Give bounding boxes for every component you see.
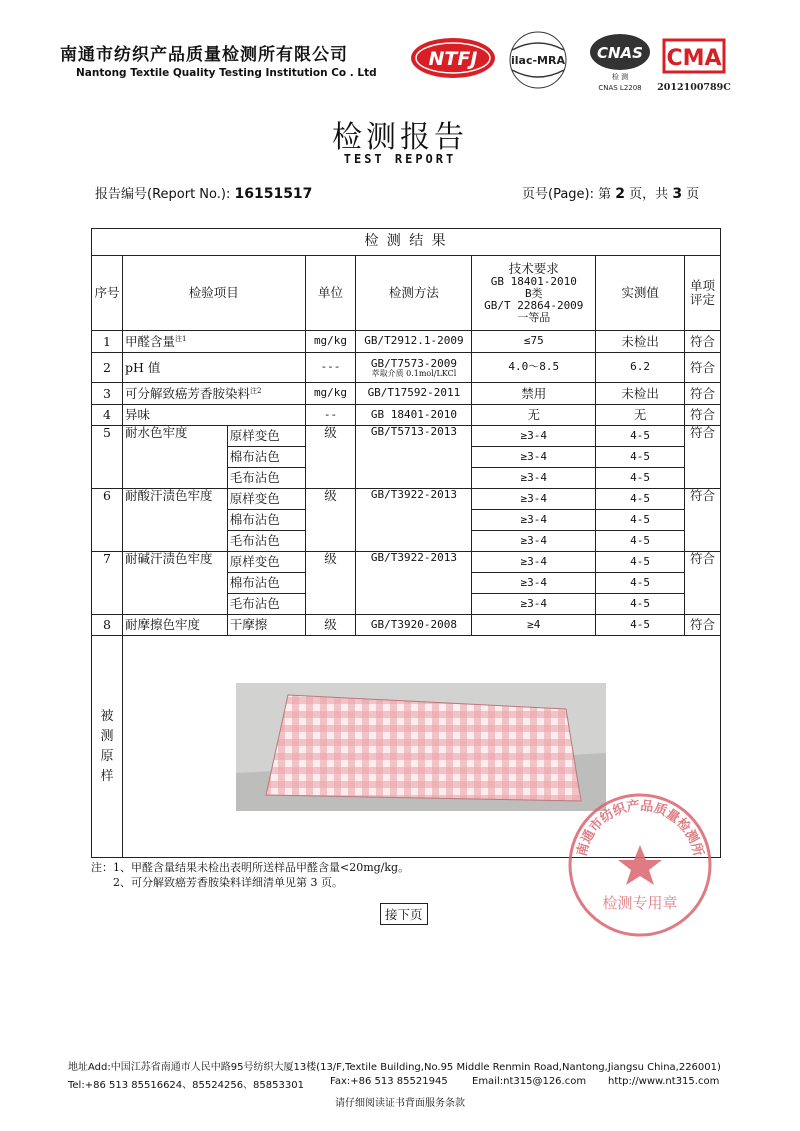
cell-item: pH 值 [122,353,305,383]
sample-label-char: 原 [100,748,114,764]
table-row [92,383,721,405]
cell-requirement: ≥3-4 [472,531,596,552]
cell-measured: 4-5 [596,594,685,615]
cnas-code-text: CNAS L2208 [598,84,642,92]
method-note: 萃取介质 0.1mol/LKCl [371,369,457,379]
ilac-mra-logo [510,32,566,88]
footer-email: Email:nt315@126.com [472,1076,587,1087]
official-stamp [565,790,715,940]
cnas-sub-text: 检 测 [611,73,629,81]
cell-requirement: ≥3-4 [472,489,596,510]
item-name: 可分解致癌芳香胺染料 [124,385,250,401]
cell-unit: 级 [305,426,356,489]
sample-label-char: 样 [100,768,114,784]
results-table [91,228,721,858]
req-title: 技术要求 [508,260,559,276]
notes [91,860,409,890]
cell-unit: 级 [305,552,356,615]
cell-measured: 未检出 [596,331,685,353]
cell-judgement: 符合 [684,353,720,383]
table-row [92,353,721,383]
cell-item: 异味 [122,405,305,426]
footnote-ref: 注1 [174,334,187,343]
cell-subitem: 干摩擦 [227,615,305,636]
req-line-1: GB 18401-2010 [490,274,577,288]
cell-measured: 4-5 [596,615,685,636]
cell-unit: mg/kg [305,383,356,405]
judge-line-1: 单项 [689,278,715,294]
cell-measured: 无 [596,405,685,426]
cell-subitem: 原样变色 [227,426,305,447]
cell-measured: 4-5 [596,552,685,573]
page-end: 页 [686,187,700,202]
cell-subitem: 原样变色 [227,552,305,573]
cell-method [356,353,472,383]
footer-tel: Tel:+86 513 85516624、85524256、85853301 [68,1080,304,1091]
cell-method: GB/T2912.1-2009 [356,331,472,353]
report-number [95,183,312,202]
cell-judgement: 符合 [684,489,720,552]
cell-requirement: ≥3-4 [472,573,596,594]
cell-measured: 6.2 [596,353,685,383]
cell-requirement: ≥4 [472,615,596,636]
cell-measured: 4-5 [596,573,685,594]
institution-name-cn: 南通市纺织产品质量检测所有限公司 [60,45,348,65]
ilac-logo-text: ilac-MRA [511,54,565,67]
cell-subitem: 毛布沾色 [227,468,305,489]
cell-subitem: 原样变色 [227,489,305,510]
table-caption: 检 测 结 果 [92,229,721,256]
report-number-value: 16151517 [234,186,313,202]
header-unit: 单位 [305,256,356,331]
cell-judgement: 符合 [684,383,720,405]
cell-seq: 8 [92,615,123,636]
institution-name-en: Nantong Textile Quality Testing Institution Co . Ltd [76,67,377,79]
cell-unit: mg/kg [305,331,356,353]
cell-judgement: 符合 [684,405,720,426]
cell-measured: 4-5 [596,531,685,552]
cell-unit: --- [305,353,356,383]
cell-judgement: 符合 [684,426,720,489]
cell-judgement: 符合 [684,552,720,615]
cell-measured: 4-5 [596,426,685,447]
cell-requirement: 禁用 [472,383,596,405]
header-seq: 序号 [92,256,123,331]
cell-seq: 5 [92,426,123,489]
cma-logo [657,40,731,93]
cell-judgement: 符合 [684,331,720,353]
header-method: 检测方法 [356,256,472,331]
page-current: 2 [615,186,626,202]
req-line-4: 一等品 [517,310,551,324]
cell-item: 耐水色牢度 [122,426,227,489]
header-item: 检验项目 [122,256,305,331]
sample-label-char: 被 [100,708,114,724]
continue-next-page: 接下页 [380,903,428,925]
cma-code-text: 2012100789C [657,82,731,93]
cell-requirement: ≥3-4 [472,594,596,615]
footer-address: 地址Add:中国江苏省南通市人民中路95号纺织大厦13楼(13/F,Textile Building,No.95 Middle Renmin Road,Nantong,Jiangsu China,226001) [68,1062,721,1073]
item-name: 甲醛含量 [124,333,175,349]
report-title-cn: 检测报告 [332,120,468,155]
sample-photo [236,683,606,811]
report-title-en: TEST REPORT [343,152,457,166]
table-row [92,615,721,636]
cell-method: GB 18401-2010 [356,405,472,426]
header-requirement [472,256,596,331]
cell-seq: 6 [92,489,123,552]
cell-measured: 4-5 [596,447,685,468]
cell-method: GB/T5713-2013 [356,426,472,489]
table-row [92,489,721,510]
cell-method: GB/T3920-2008 [356,615,472,636]
cell-method: GB/T3922-2013 [356,552,472,615]
note-1: 注：1、甲醛含量结果未检出表明所送样品甲醛含量<20mg/kg。 [91,861,410,874]
req-line-3: GB/T 22864-2009 [484,298,584,312]
cell-requirement: ≤75 [472,331,596,353]
cell-item [122,383,305,405]
cell-item: 耐碱汗渍色牢度 [122,552,227,615]
cell-subitem: 毛布沾色 [227,594,305,615]
cell-item: 耐摩擦色牢度 [122,615,227,636]
cell-subitem: 棉布沾色 [227,573,305,594]
cell-seq: 3 [92,383,123,405]
cell-requirement: ≥3-4 [472,426,596,447]
cell-requirement: 无 [472,405,596,426]
table-row [92,552,721,573]
table-row [92,331,721,353]
judge-line-2: 评定 [689,292,715,307]
cell-unit: 级 [305,489,356,552]
header-row [92,256,721,331]
header-judgement [684,256,720,331]
page-number [522,183,699,202]
stamp-bottom-text: 检测专用章 [602,894,678,912]
cell-subitem: 棉布沾色 [227,447,305,468]
cell-requirement: ≥3-4 [472,447,596,468]
cell-item [122,331,305,353]
cell-measured: 4-5 [596,468,685,489]
table-row [92,405,721,426]
cell-requirement: ≥3-4 [472,510,596,531]
cell-measured: 未检出 [596,383,685,405]
cell-requirement: 4.0～8.5 [472,353,596,383]
cell-unit: -- [305,405,356,426]
footer-website: http://www.nt315.com [608,1076,720,1087]
note-2: 2、可分解致癌芳香胺染料详细清单见第 3 页。 [113,876,343,889]
cell-seq: 4 [92,405,123,426]
cell-measured: 4-5 [596,489,685,510]
table-row [92,426,721,447]
cell-judgement: 符合 [684,615,720,636]
cell-seq: 7 [92,552,123,615]
footer-terms: 请仔细阅读证书背面服务条款 [335,1098,465,1109]
report-number-label: 报告编号(Report No.): [95,187,231,202]
cell-measured: 4-5 [596,510,685,531]
footer-fax: Fax:+86 513 85521945 [330,1076,448,1087]
accreditation-logos [408,28,768,98]
ntfj-logo-text: NTFJ [428,48,478,70]
page-label: 页号(Page): 第 [522,187,612,202]
cell-method: GB/T3922-2013 [356,489,472,552]
cell-subitem: 毛布沾色 [227,531,305,552]
stamp-star-icon [618,845,662,885]
cell-subitem: 棉布沾色 [227,510,305,531]
cell-seq: 1 [92,331,123,353]
sample-label-char: 测 [100,728,114,744]
cell-method: GB/T17592-2011 [356,383,472,405]
ntfj-logo [411,38,495,78]
method-name: GB/T7573-2009 [370,357,457,371]
cell-requirement: ≥3-4 [472,468,596,489]
page-mid: 页，共 [629,187,669,202]
cnas-logo-text: CNAS [597,44,643,62]
footnote-ref: 注2 [249,386,262,395]
header-measured: 实测值 [596,256,685,331]
req-line-2: B类 [524,286,543,300]
cnas-logo [590,34,650,92]
page-total: 3 [672,186,683,202]
cell-seq: 2 [92,353,123,383]
cell-requirement: ≥3-4 [472,552,596,573]
stamp-ring-text: 南通市纺织产品质量检测所 [574,798,706,858]
cma-logo-text: CMA [666,46,722,71]
cell-unit: 级 [305,615,356,636]
sample-label [92,636,123,858]
cell-item: 耐酸汗渍色牢度 [122,489,227,552]
